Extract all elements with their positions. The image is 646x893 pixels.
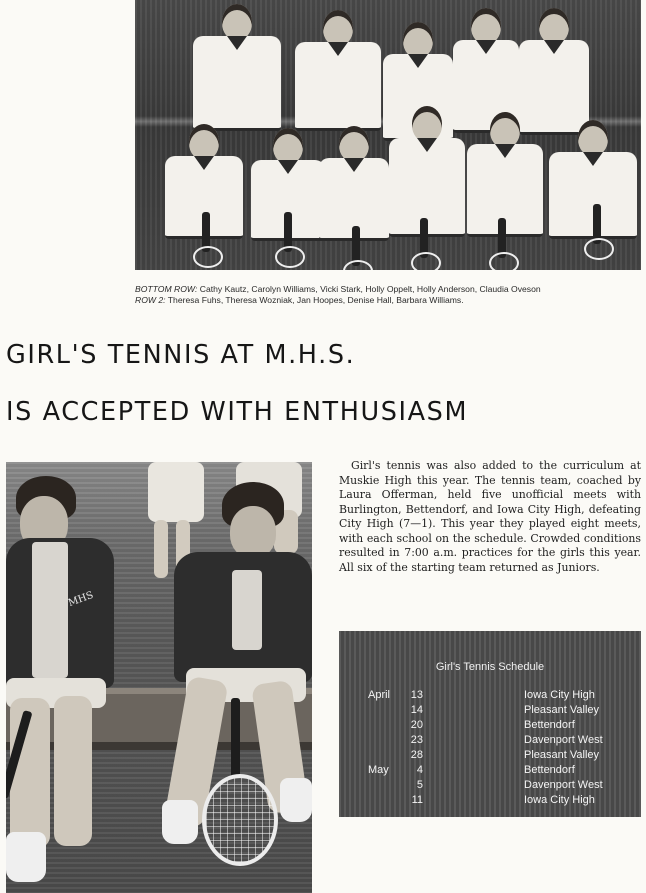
tennis-racket xyxy=(593,204,601,244)
schedule-month: May xyxy=(368,764,389,776)
caption-row-label: ROW 2: xyxy=(135,295,166,305)
player-left-figure xyxy=(6,472,136,893)
schedule-opponent: Pleasant Valley xyxy=(524,704,600,716)
schedule-opponent: Pleasant Valley xyxy=(524,749,600,761)
schedule-opponent: Bettendorf xyxy=(524,764,575,776)
caption-bottom-row xyxy=(135,284,641,295)
schedule-opponent: Davenport West xyxy=(524,779,603,791)
schedule-opponent: Davenport West xyxy=(524,734,603,746)
tennis-schedule xyxy=(339,631,641,817)
schedule-day: 28 xyxy=(410,749,423,761)
tennis-racket xyxy=(498,218,506,258)
article-body: Girl's tennis was also added to the curriculum at Muskie High this year. The tennis team, coached by Laura Offerman, held five unofficial meets with Burlington, Bettendorf, and Iowa City High, defeating City High (7—1). This year they played eight meets, with each school on the schedule. Crowded conditions resulted in 7:00 a.m. practices for the girls this year. All six of the starting team returned as Juniors. xyxy=(339,459,641,574)
tennis-racket xyxy=(202,212,210,252)
schedule-day: 13 xyxy=(410,689,423,701)
team-member-figure xyxy=(295,10,381,138)
caption-row-2 xyxy=(135,295,641,306)
schedule-month: April xyxy=(368,689,391,701)
jacket-letters: MHS xyxy=(66,589,95,610)
players-photo xyxy=(6,462,312,893)
page-headline-line-1: GIRL'S TENNIS AT M.H.S. xyxy=(6,340,356,370)
schedule-opponent: Iowa City High xyxy=(524,794,595,806)
caption-names: Cathy Kautz, Carolyn Williams, Vicki Stark, Holly Oppelt, Holly Anderson, Claudia Oveson xyxy=(197,284,541,294)
schedule-day: 14 xyxy=(410,704,423,716)
team-member-figure xyxy=(193,4,281,132)
schedule-day: 4 xyxy=(416,764,423,776)
caption-row-label: BOTTOM ROW: xyxy=(135,284,198,294)
schedule-day: 11 xyxy=(411,794,423,806)
tennis-racket xyxy=(352,226,360,266)
schedule-opponent: Iowa City High xyxy=(524,689,595,701)
schedule-day: 20 xyxy=(410,719,423,731)
tennis-racket xyxy=(420,218,428,258)
page-headline-line-2: IS ACCEPTED WITH ENTHUSIASM xyxy=(6,397,469,427)
player-right-figure xyxy=(156,482,312,893)
schedule-day: 5 xyxy=(416,779,423,791)
tennis-racket xyxy=(284,212,292,252)
caption-names: Theresa Fuhs, Theresa Wozniak, Jan Hoopes, Denise Hall, Barbara Williams. xyxy=(165,295,464,305)
schedule-title: Girl's Tennis Schedule xyxy=(435,661,545,673)
photo-caption xyxy=(135,284,641,306)
team-photo xyxy=(135,0,641,270)
schedule-day: 23 xyxy=(410,734,423,746)
schedule-opponent: Bettendorf xyxy=(524,719,575,731)
